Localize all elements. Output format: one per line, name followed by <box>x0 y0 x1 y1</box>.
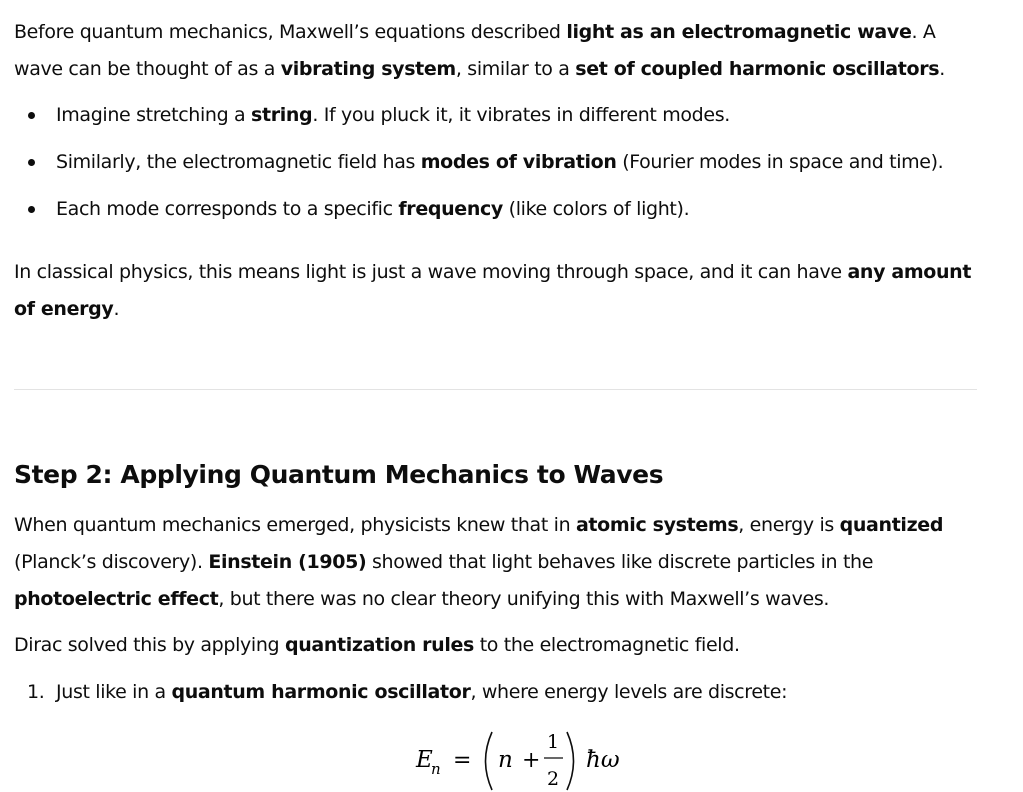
bullet-text: (like colors of light). <box>502 198 690 220</box>
intro-text-2: . A wave can be thought of as a <box>14 21 936 80</box>
step2-text: Dirac solved this by applying <box>14 634 285 656</box>
intro-bold-2: vibrating system <box>280 58 456 80</box>
list-text: Just like in a <box>56 681 172 703</box>
formula-equals: = <box>453 748 472 773</box>
numbered-list <box>14 674 979 711</box>
step2-text: , energy is <box>738 514 840 536</box>
formula-E: E <box>416 747 433 773</box>
step2-bold: photoelectric effect <box>14 588 219 610</box>
formula-denominator: 2 <box>547 768 560 790</box>
list-item <box>14 191 979 238</box>
formula-hbar-omega: ħω <box>586 747 620 773</box>
intro-text-1: Before quantum mechanics, Maxwell’s equations described <box>14 21 567 43</box>
bullet-text: Imagine stretching a <box>56 104 251 126</box>
intro-bold-1: light as an electromagnetic wave <box>566 21 912 43</box>
formula-left-paren <box>486 732 493 790</box>
step2-text: When quantum mechanics emerged, physicists knew that in <box>14 514 576 536</box>
formula-numerator: 1 <box>547 731 560 753</box>
step2-bold: Einstein (1905) <box>208 551 367 573</box>
section-divider <box>14 389 977 390</box>
step2-paragraph-2 <box>14 627 979 664</box>
bullet-bold: frequency <box>398 198 503 220</box>
bullet-text: Each mode corresponds to a specific <box>56 198 399 220</box>
list-item <box>14 97 979 144</box>
bullet-bold: modes of vibration <box>420 151 617 173</box>
list-text: , where energy levels are discrete: <box>470 681 788 703</box>
step2-text: to the electromagnetic field. <box>474 634 740 656</box>
step2-paragraph-1 <box>14 507 979 618</box>
bullet-text: Similarly, the electromagnetic field has <box>56 151 421 173</box>
step2-bold: quantization rules <box>284 634 474 656</box>
list-item <box>14 674 979 711</box>
formula-n: n <box>498 747 513 773</box>
intro-text-3: , similar to a <box>455 58 576 80</box>
bullet-text: (Fourier modes in space and time). <box>616 151 944 173</box>
formula-right-paren <box>567 732 574 790</box>
intro-text-4: . <box>939 58 945 80</box>
bullet-list <box>14 97 979 238</box>
list-bold: quantum harmonic oscillator <box>171 681 471 703</box>
step2-text: (Planck’s discovery). <box>14 551 209 573</box>
section-heading: Step 2: Applying Quantum Mechanics to Waves <box>14 460 664 489</box>
intro-bold-3: set of coupled harmonic oscillators <box>575 58 940 80</box>
list-item <box>14 144 979 191</box>
classical-paragraph <box>14 254 979 328</box>
step2-bold: quantized <box>839 514 944 536</box>
step2-text: , but there was no clear theory unifying this with Maxwell’s waves. <box>218 588 830 610</box>
list-number: 1. <box>27 681 45 703</box>
bullet-text: . If you pluck it, it vibrates in different modes. <box>312 104 730 126</box>
formula-plus: + <box>522 748 541 773</box>
step2-text: showed that light behaves like discrete particles in the <box>366 551 874 573</box>
classical-text-2: . <box>113 298 120 320</box>
formula-subscript-n: n <box>431 760 441 778</box>
step2-bold: atomic systems <box>575 514 739 536</box>
classical-bold-1: any amount of energy <box>14 261 972 320</box>
intro-paragraph <box>14 14 979 88</box>
energy-level-formula <box>0 722 1023 792</box>
classical-text-1: In classical physics, this means light is just a wave moving through space, and it can have <box>14 261 848 283</box>
bullet-bold: string <box>251 104 313 126</box>
